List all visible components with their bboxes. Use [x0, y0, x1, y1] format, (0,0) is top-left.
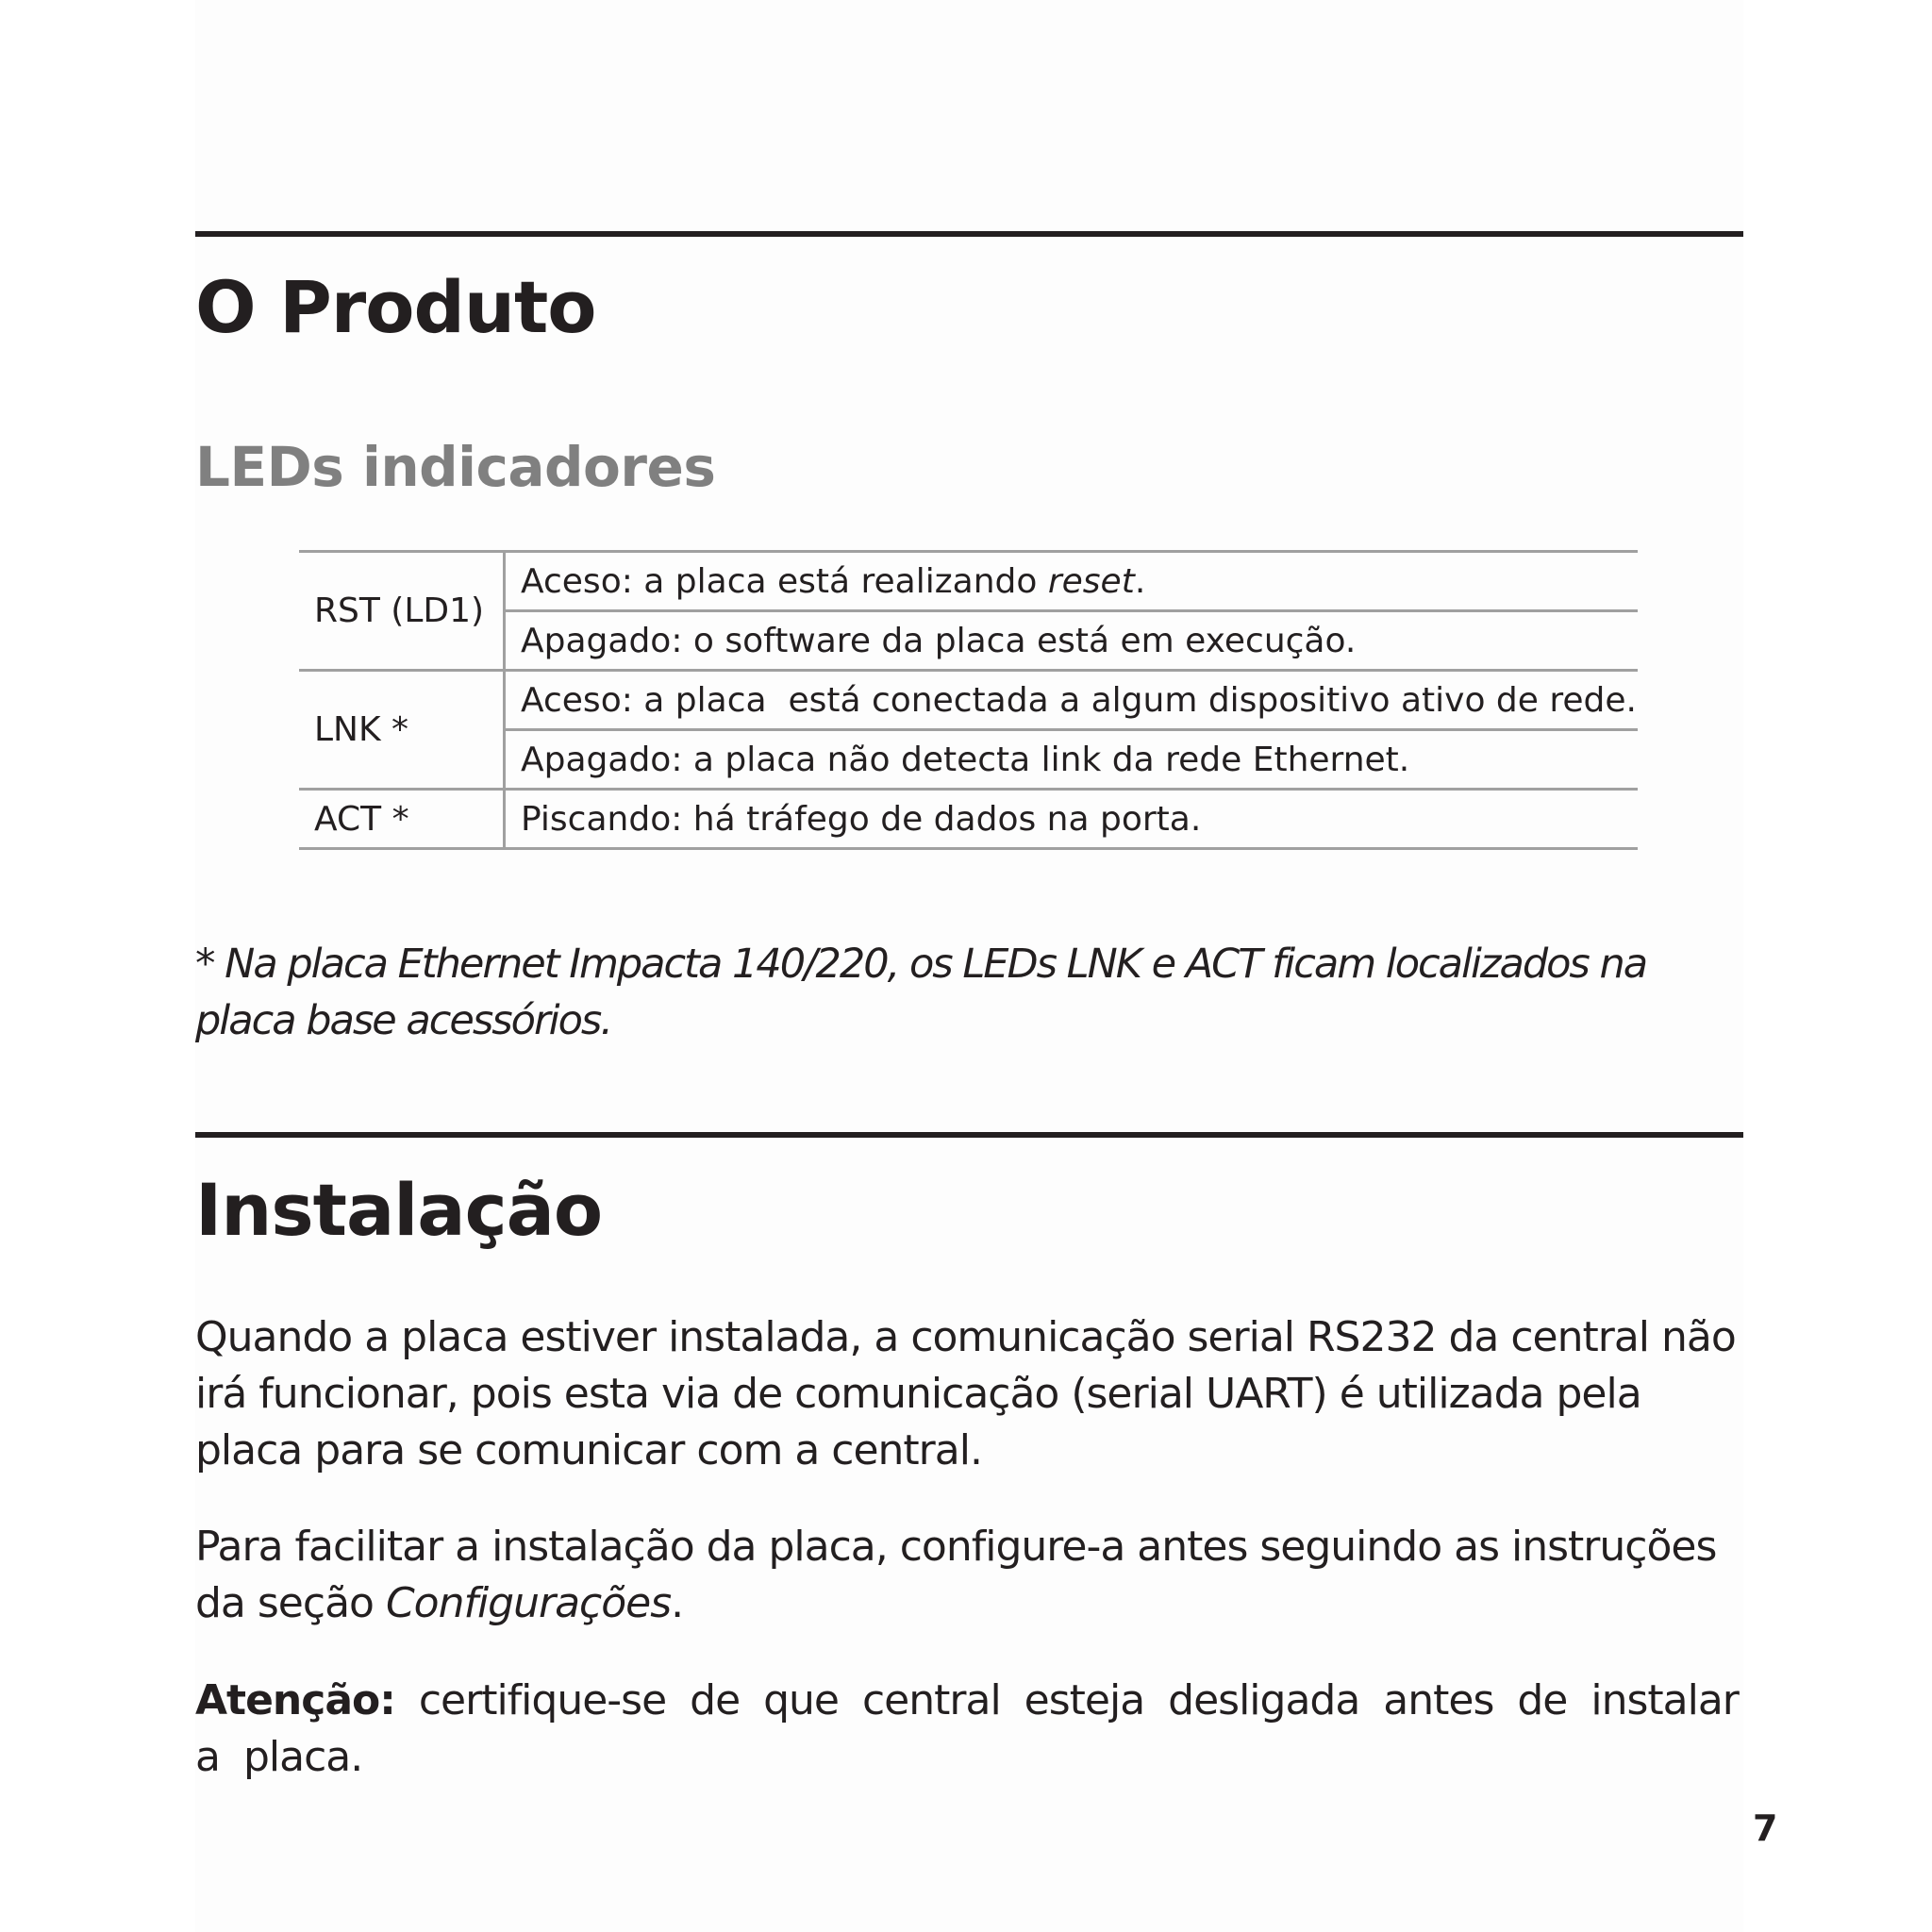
section-title-produto: O Produto — [195, 265, 596, 349]
led-state-cell: Aceso: a placa está conectada a algum dispositivo ativo de rede. — [505, 671, 1639, 730]
led-name-cell: RST (LD1) — [299, 552, 505, 671]
led-state-cell: Piscando: há tráfego de dados na porta. — [505, 790, 1639, 849]
paragraph-config-emphasis: Configurações — [385, 1579, 672, 1627]
led-state-emphasis: reset — [1047, 561, 1135, 601]
section-divider-produto — [195, 231, 1743, 237]
section-divider-instalacao — [195, 1132, 1743, 1138]
paragraph-config-text: Para facilitar a instalação da placa, configure-a antes seguindo as instruções da seção — [195, 1523, 1717, 1627]
led-state-cell — [505, 552, 1639, 611]
table-row — [299, 671, 1638, 730]
paragraph-config-suffix: . — [671, 1579, 684, 1627]
subsection-title-leds: LEDs indicadores — [195, 435, 716, 499]
paragraph-config — [195, 1519, 1743, 1632]
paragraph-uart: Quando a placa estiver instalada, a comunicação serial RS232 da central não irá funcionar, pois esta via de comunicação (serial UART) é utilizada pela placa para se comunicar com a central. — [195, 1313, 1736, 1474]
table-row — [299, 790, 1638, 849]
warning-label: Atenção: — [195, 1676, 395, 1724]
led-state-text: Aceso: a placa está realizando — [521, 561, 1048, 601]
led-table — [299, 550, 1638, 850]
footnote: * Na placa Ethernet Impacta 140/220, os LEDs LNK e ACT ficam localizados na placa base acessórios. — [195, 941, 1647, 1044]
led-state-cell: Apagado: o software da placa está em execução. — [505, 611, 1639, 671]
warning-text: certifique-se de que central esteja desligada antes de instalar a placa. — [195, 1676, 1739, 1781]
led-state-cell: Apagado: a placa não detecta link da rede Ethernet. — [505, 730, 1639, 790]
page-number: 7 — [1753, 1807, 1778, 1849]
led-name-cell: ACT * — [299, 790, 505, 849]
led-state-suffix: . — [1134, 561, 1146, 601]
section-title-instalacao: Instalação — [195, 1168, 603, 1252]
table-row — [299, 552, 1638, 611]
led-name-cell: LNK * — [299, 671, 505, 790]
paragraph-warning — [195, 1673, 1743, 1786]
